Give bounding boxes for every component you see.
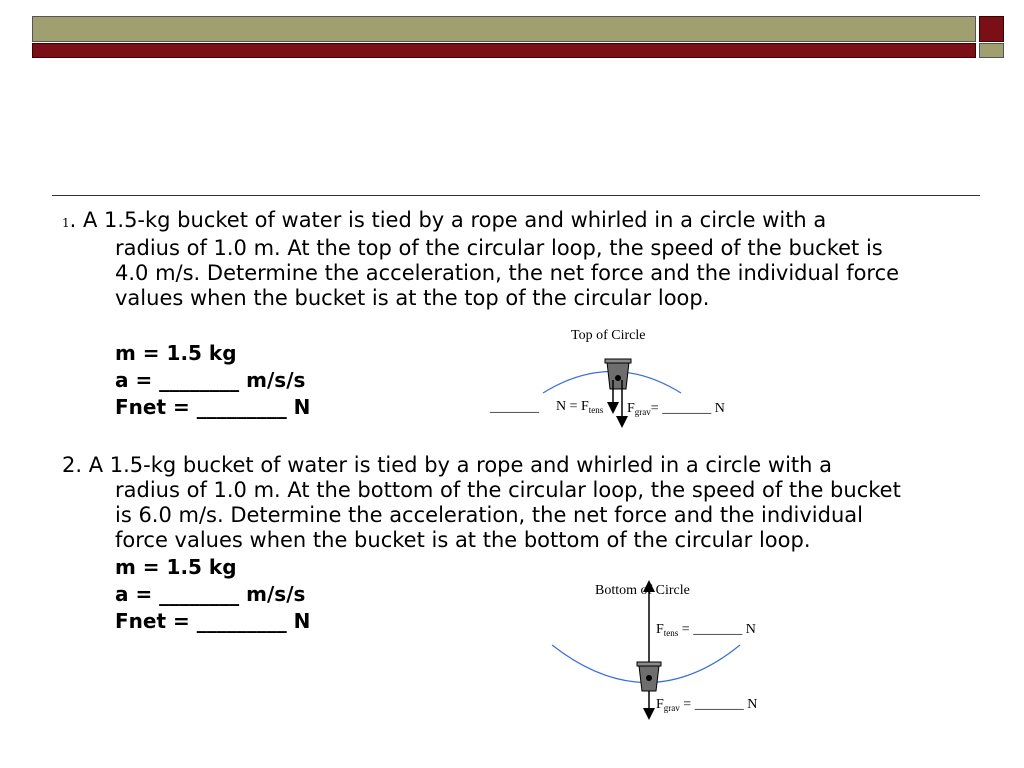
- problem-1-line-1: . A 1.5-kg bucket of water is tied by a rope and whirled in a circle with a: [69, 208, 827, 232]
- bottom-bucket-icon: [637, 662, 661, 691]
- problem-1-line-4: values when the bucket is at the top of the circular loop.: [115, 286, 710, 310]
- top-normal-tension-label: $N = F_{tens}$: [556, 399, 604, 415]
- problem-2-net-force: Fnet = _________ N: [115, 609, 311, 633]
- problem-1-mass: m = 1.5 kg: [115, 341, 237, 365]
- top-circle-title: Top of Circle: [571, 328, 646, 343]
- problem-1-line-2: radius of 1.0 m. At the top of the circular loop, the speed of the bucket is: [115, 236, 883, 260]
- problem-1-net-force: Fnet = _________ N: [115, 395, 311, 419]
- problem-2-line-1: 2. A 1.5-kg bucket of water is tied by a rope and whirled in a circle with a: [62, 453, 832, 477]
- problem-1-line-3: 4.0 m/s. Determine the acceleration, the net force and the individual force: [115, 261, 900, 285]
- top-bucket-icon: [605, 359, 631, 389]
- problem-1-number: 1: [62, 216, 70, 230]
- bottom-circle-title: Bottom of Circle: [595, 583, 690, 598]
- problem-2-line-4: force values when the bucket is at the bottom of the circular loop.: [115, 528, 811, 552]
- problem-2-line-3: is 6.0 m/s. Determine the acceleration, the net force and the individual: [115, 503, 863, 527]
- bottom-gravity-label: $F_{grav}$ = _______ N: [656, 697, 758, 713]
- top-gravity-label: $F_{grav}=$ _______ N: [627, 401, 725, 417]
- problem-2-mass: m = 1.5 kg: [115, 555, 237, 579]
- bottom-tension-label: $F_{tens}$ = _______ N: [656, 622, 756, 638]
- top-left-blank: _______: [490, 400, 539, 415]
- problem-2-line-2: radius of 1.0 m. At the bottom of the circular loop, the speed of the bucket: [115, 478, 901, 502]
- problem-2-acceleration: a = ________ m/s/s: [115, 582, 306, 606]
- problem-1-acceleration: a = ________ m/s/s: [115, 368, 306, 392]
